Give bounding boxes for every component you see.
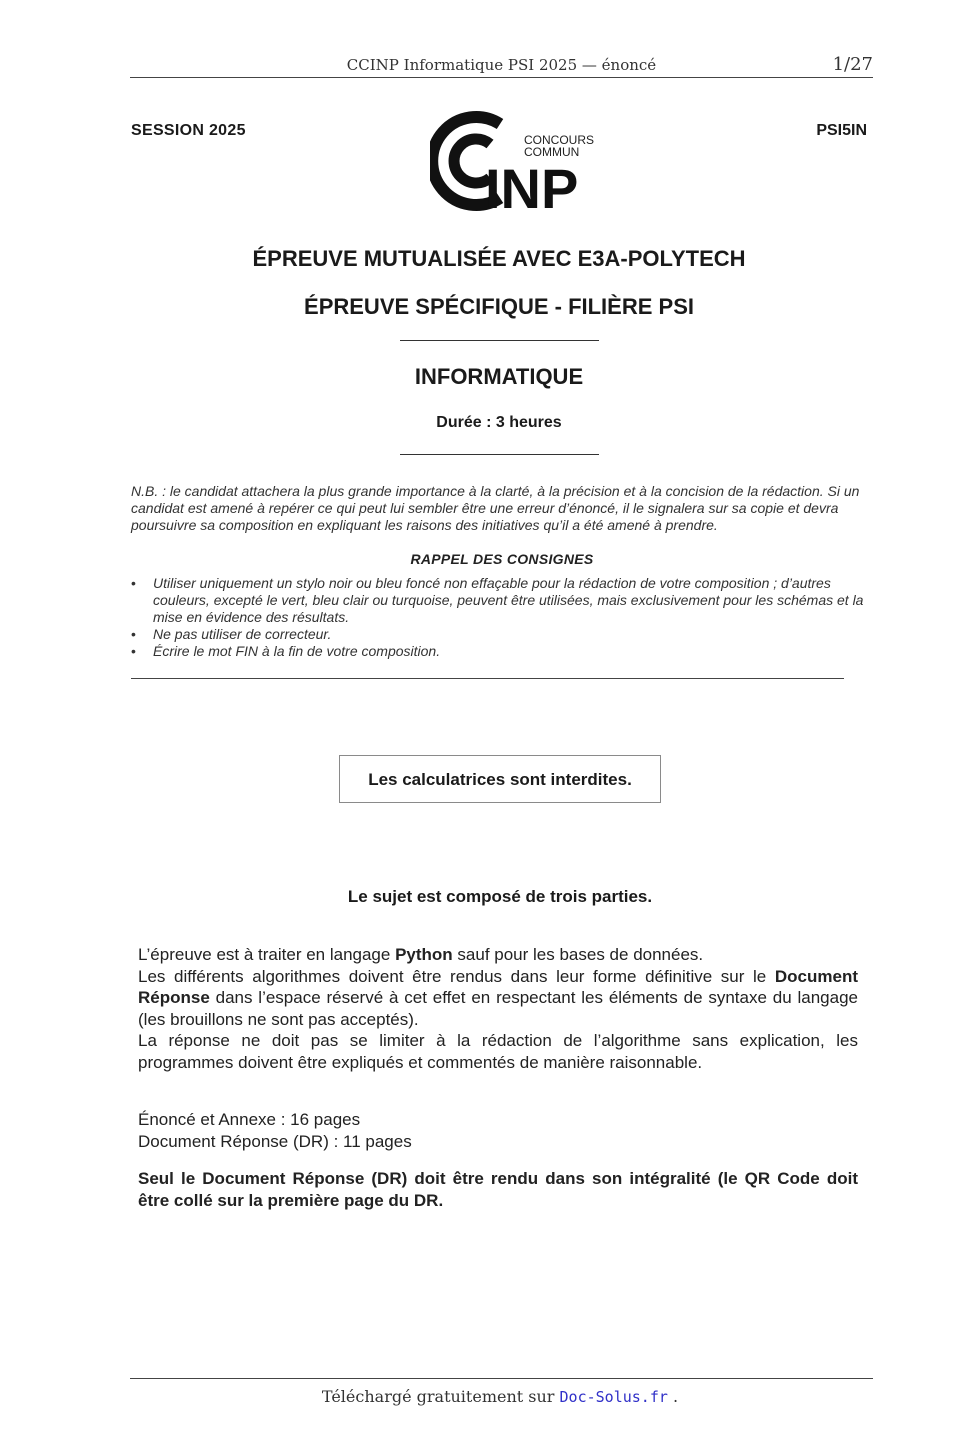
logo-inp: INP (485, 157, 579, 214)
document-reponse-keyword: Document Réponse (138, 966, 858, 1008)
footer-text: Téléchargé gratuitement sur (321, 1387, 560, 1406)
bullet-icon: • (131, 643, 136, 659)
duration-divider (400, 454, 599, 455)
consignes-list (131, 575, 876, 660)
list-item (131, 575, 876, 626)
footer-divider (130, 1378, 873, 1379)
logo-concours: CONCOURS (524, 133, 595, 147)
session-label: SESSION 2025 (131, 122, 246, 139)
list-item (131, 626, 876, 643)
bullet-icon: • (131, 575, 136, 591)
running-title: CCINP Informatique PSI 2025 — énoncé (346, 56, 657, 74)
text-span: L’épreuve est à traiter en langage (138, 945, 396, 964)
pages-enonce: Énoncé et Annexe : 16 pages (138, 1110, 361, 1129)
footer-end: . (667, 1387, 679, 1406)
title-mutualisee: ÉPREUVE MUTUALISÉE AVEC E3A-POLYTECH (252, 246, 746, 271)
page-number: 1/27 (832, 54, 873, 75)
consigne-text: Utiliser uniquement un stylo noir ou bleu foncé non effaçable pour la rédaction de votre composition ; d’autres couleurs, excepté le vert, bleu clair ou turquoise, peuvent être utilisées, mais exclusivement pour les schémas et la mise en évidence des résultats. (153, 575, 864, 625)
instruction-language (138, 944, 858, 966)
calculator-notice: Les calculatrices sont interdites. (368, 770, 632, 789)
subject-title: INFORMATIQUE (414, 364, 584, 389)
notice-divider (131, 678, 844, 679)
text-span: sauf pour les bases de données. (452, 945, 704, 964)
footer (0, 1387, 980, 1406)
consigne-text: Ne pas utiliser de correcteur. (153, 626, 332, 642)
consigne-text: Écrire le mot FIN à la fin de votre composition. (153, 643, 441, 659)
ccinp-logo-graphic (430, 110, 600, 214)
text-span: dans l’espace réservé à cet effet en respectant les éléments de syntaxe du langage (les brouillons ne sont pas acceptés). (138, 988, 858, 1029)
instruction-explanation: La réponse ne doit pas se limiter à la rédaction de l’algorithme sans explication, les programmes doivent être expliqués et commentés de manière raisonnable. (138, 1031, 858, 1072)
exam-code: PSI5IN (816, 122, 867, 139)
page-counts (138, 1109, 858, 1152)
doc-solus-link[interactable]: Doc-Solus.fr (559, 1388, 668, 1406)
text-span: Les différents algorithmes doivent être rendus dans leur forme définitive sur le (138, 966, 775, 986)
final-instruction: Seul le Document Réponse (DR) doit être rendu dans son intégralité (le QR Code doit être collé sur la première page du DR. (138, 1169, 858, 1210)
title-specifique: ÉPREUVE SPÉCIFIQUE - FILIÈRE PSI (304, 294, 694, 319)
calculator-notice-box (339, 755, 661, 803)
instruction-document (138, 966, 858, 1031)
running-header (130, 54, 873, 78)
python-keyword: Python (395, 945, 453, 964)
title-divider (400, 340, 599, 341)
list-item (131, 643, 876, 660)
consignes-title: RAPPEL DES CONSIGNES (410, 551, 594, 567)
logo-commun: COMMUN (524, 145, 580, 159)
duration: Durée : 3 heures (436, 414, 562, 431)
nb-notice: N.B. : le candidat attachera la plus grande importance à la clarté, à la précision et à la concision de la rédaction. Si un candidat est amené à repérer ce qui peut lui sembler être une erreur d’énoncé, il le signalera sur sa copie et devra poursuivre sa composition en expliquant les raisons des initiatives qu’il a été amené à prendre. (131, 483, 860, 533)
header-divider (130, 77, 873, 78)
pages-dr: Document Réponse (DR) : 11 pages (138, 1131, 412, 1151)
ccinp-logo (430, 110, 600, 214)
bullet-icon: • (131, 626, 136, 642)
instructions (138, 944, 858, 1074)
parts-statement: Le sujet est composé de trois parties. (347, 887, 653, 906)
